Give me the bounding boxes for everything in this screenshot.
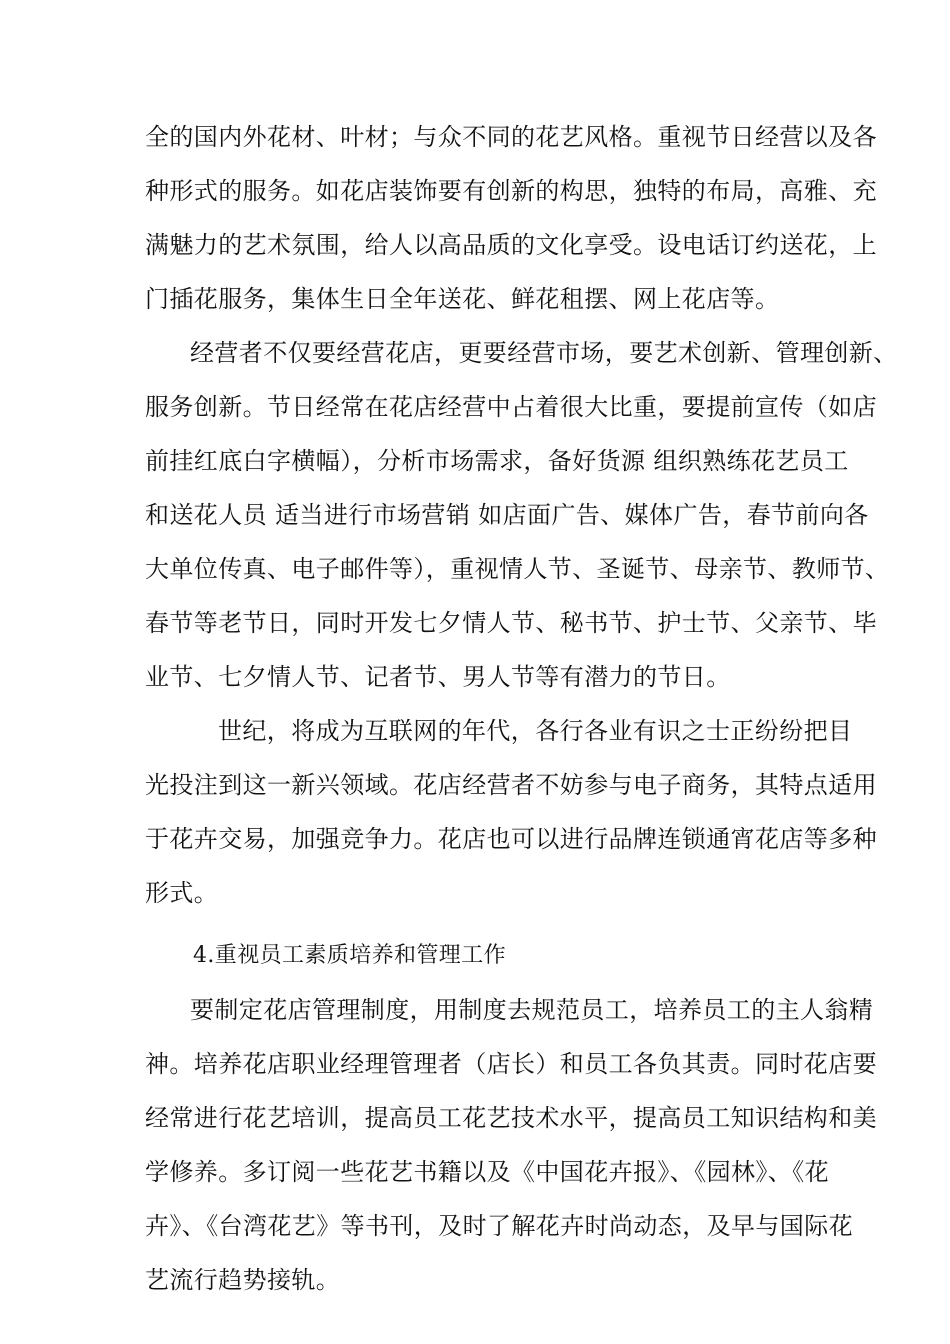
section-heading-4: 4.重视员工素质培养和管理工作 xyxy=(193,943,506,968)
paragraph-2-line-2: 服务创新。节日经常在花店经营中占着很大比重，要提前宣传（如店 xyxy=(145,393,877,421)
paragraph-2-line-5: 大单位传真、电子邮件等），重视情人节、圣诞节、母亲节、教师节、 xyxy=(145,555,890,583)
paragraph-3-line-1: 世纪，将成为互联网的年代，各行各业有识之士正纷纷把目 xyxy=(218,717,853,745)
paragraph-1-line-2: 种形式的服务。如花店装饰要有创新的构思，独特的布局，高雅、充 xyxy=(145,177,877,205)
paragraph-4-line-4: 学修养。多订阅一些花艺书籍以及《中国花卉报》、《园林》、《花 xyxy=(145,1158,829,1186)
paragraph-4-line-2: 神。培养花店职业经理管理者（店长）和员工各负其责。同时花店要 xyxy=(145,1050,877,1078)
paragraph-4-line-6: 艺流行趋势接轨。 xyxy=(145,1266,341,1294)
paragraph-2-line-1: 经营者不仅要经营花店，更要经营市场，要艺术创新、管理创新、 xyxy=(190,339,898,367)
paragraph-4-line-1: 要制定花店管理制度，用制度去规范员工，培养员工的主人翁精 xyxy=(190,996,874,1024)
paragraph-3-line-2: 光投注到这一新兴领域。花店经营者不妨参与电子商务，其特点适用 xyxy=(145,771,877,799)
paragraph-3-line-4: 形式。 xyxy=(145,879,219,907)
paragraph-4-line-5: 卉》、《台湾花艺》等书刊，及时了解花卉时尚动态，及早与国际花 xyxy=(145,1212,853,1240)
paragraph-2-line-6: 春节等老节日，同时开发七夕情人节、秘书节、护士节、父亲节、毕 xyxy=(145,609,877,637)
paragraph-3-line-3: 于花卉交易，加强竞争力。花店也可以进行品牌连锁通宵花店等多种 xyxy=(145,825,877,853)
paragraph-2-line-4: 和送花人员 适当进行市场营销 如店面广告、媒体广告，春节前向各 xyxy=(145,501,869,529)
paragraph-4-line-3: 经常进行花艺培训，提高员工花艺技术水平，提高员工知识结构和美 xyxy=(145,1104,877,1132)
paragraph-2-line-3: 前挂红底白字横幅），分析市场需求，备好货源 组织熟练花艺员工 xyxy=(145,447,849,475)
paragraph-1-line-1: 全的国内外花材、叶材；与众不同的花艺风格。重视节日经营以及各 xyxy=(145,123,877,151)
paragraph-1-line-3: 满魅力的艺术氛围，给人以高品质的文化享受。设电话订约送花，上 xyxy=(145,231,877,259)
paragraph-2-line-7: 业节、七夕情人节、记者节、男人节等有潜力的节日。 xyxy=(145,663,731,691)
paragraph-1-line-4: 门插花服务，集体生日全年送花、鲜花租摆、网上花店等。 xyxy=(145,285,780,313)
